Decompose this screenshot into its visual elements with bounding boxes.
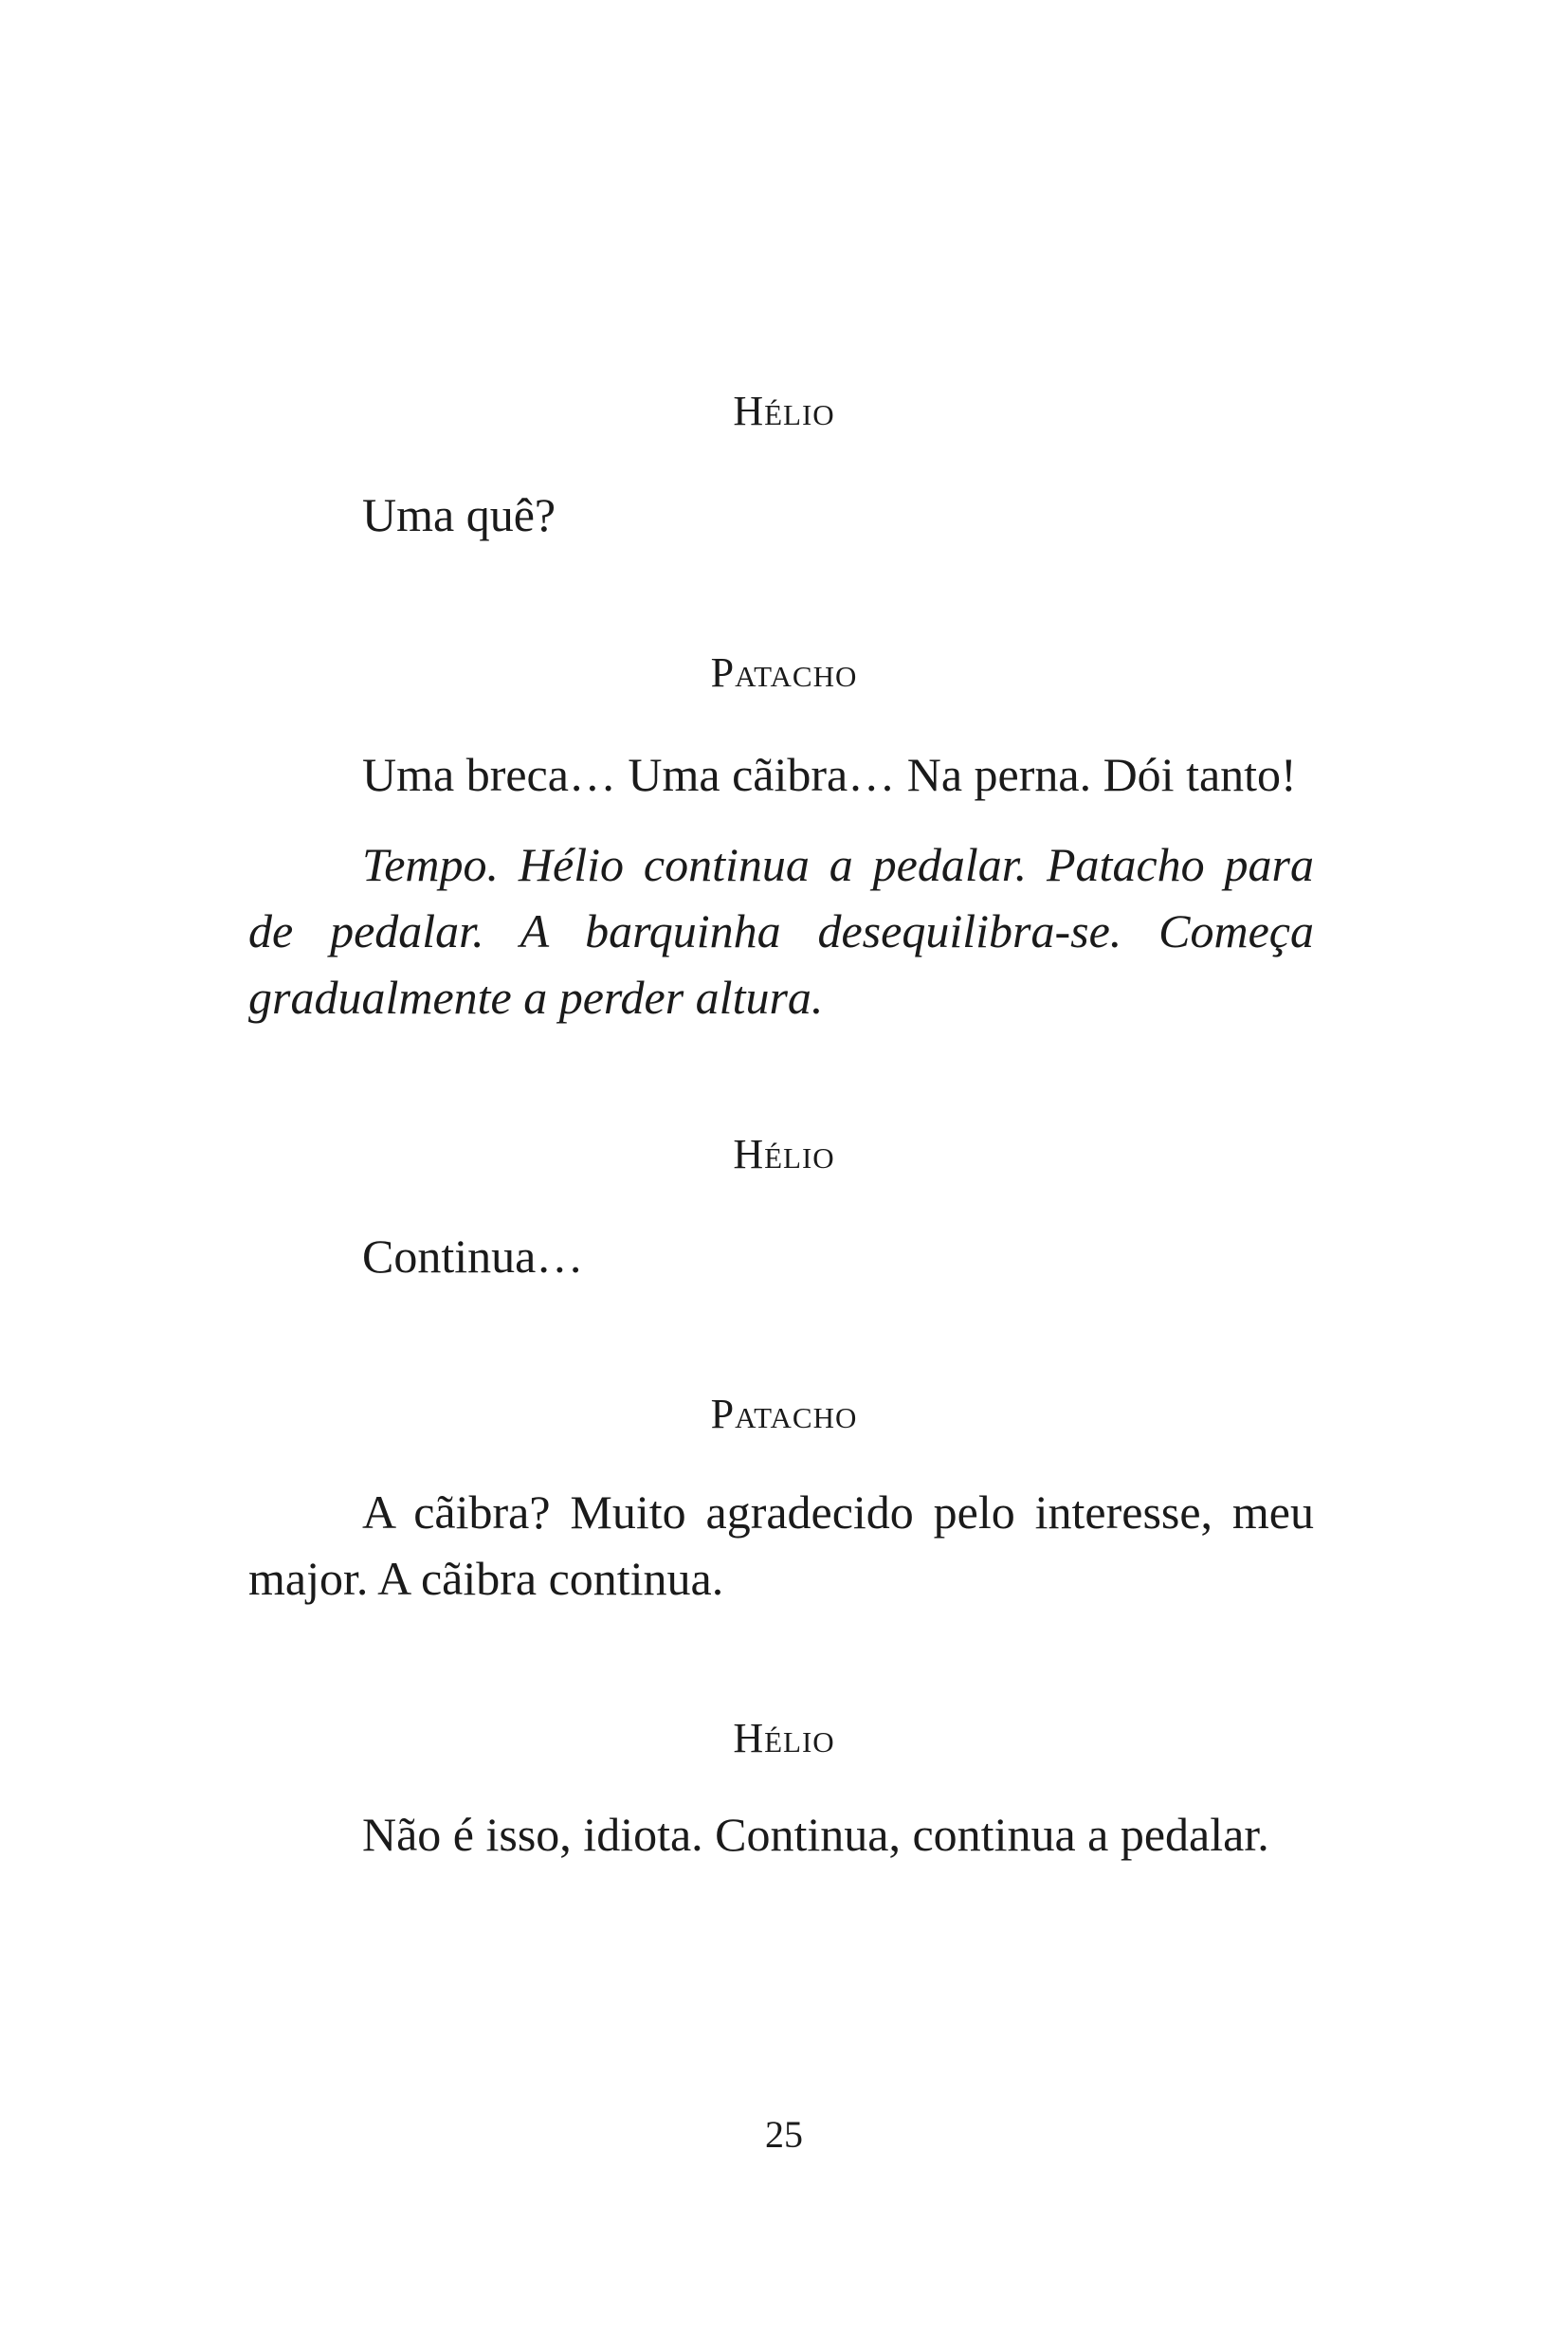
stage-direction: Tempo. Hélio continua a pedalar. Patacho para de pedalar. A barquinha desequilibra-se. Começa gradualmente a perder altura.: [248, 838, 1314, 1024]
dialogue-line: Uma breca… Uma cãibra… Na perna. Dói tanto!: [362, 748, 1297, 801]
dialogue-line: Continua…: [362, 1230, 584, 1283]
dialogue-line: A cãibra? Muito agradecido pelo interesse, meu major. A cãibra continua.: [248, 1485, 1314, 1605]
speaker-name: Patacho: [710, 649, 858, 696]
page-number: 25: [765, 2113, 803, 2156]
speaker-name: Patacho: [710, 1391, 858, 1437]
speaker-name: Hélio: [733, 1715, 835, 1761]
speaker-name: Hélio: [733, 1131, 835, 1177]
dialogue-line: Uma quê?: [362, 488, 556, 541]
dialogue-line: Não é isso, idiota. Continua, continua a pedalar.: [362, 1808, 1269, 1861]
speaker-name: Hélio: [733, 388, 835, 434]
